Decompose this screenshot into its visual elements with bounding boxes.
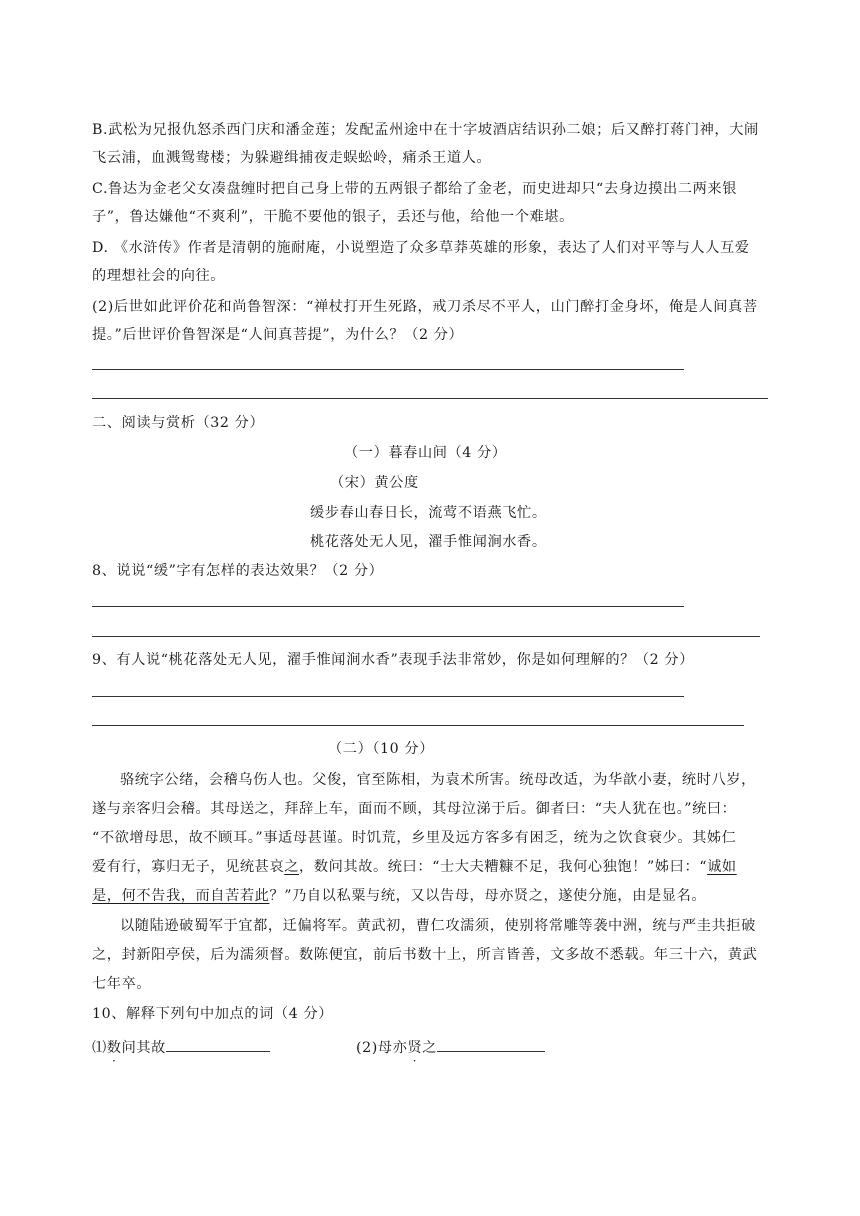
underlined-sentence: 是，何不告我，而自苦若此 — [92, 888, 270, 904]
question-7-2-line1: (2)后世如此评价花和尚鲁智深：“禅杖打开生死路，戒刀杀尽不平人，山门醉打金身坏，俺是人间真菩 — [92, 299, 758, 315]
passage-p2-line1: 以随陆逊破蜀军于宜都，迁偏将军。黄武初，曹仁攻濡须，使别将常雕等袭中洲，统与严圭共拒破 — [120, 918, 756, 934]
poem-title: （一）暮春山间（4 分） — [344, 445, 507, 461]
answer-line[interactable] — [92, 636, 760, 637]
passage-text: ，数问其故。统曰：“士大夫糟糠不足，我何心独饱！”姊曰：“ — [299, 859, 708, 875]
passage-p1-line1: 骆统字公绪，会稽乌伤人也。父俊，官至陈相，为袁术所害。统母改适，为华歆小妻，统时八岁， — [120, 772, 756, 788]
passage-p1-line3: “不欲增母思，故不顾耳。”事适母甚谨。时饥荒，乡里及远方客多有困乏，统为之饮食衰少。其姊仁 — [92, 830, 737, 846]
passage-text: 爱有行，寡归无子，见统甚哀 — [92, 859, 285, 875]
option-b-line2: 飞云浦，血溅鸳鸯楼；为躲避缉捕夜走蜈蚣岭，痛杀王道人。 — [92, 150, 492, 166]
answer-line[interactable] — [92, 696, 684, 697]
answer-line[interactable] — [92, 606, 684, 607]
passage-p2-line3: 七年卒。 — [92, 976, 152, 992]
question-10-item-1 — [92, 1035, 270, 1058]
question-8: 8、说说“缓”字有怎样的表达效果？（2 分） — [92, 563, 384, 579]
answer-line[interactable] — [92, 725, 744, 726]
answer-line[interactable] — [92, 369, 684, 370]
passage-title: （二）（10 分） — [328, 741, 434, 757]
option-c-line2: 子”，鲁达嫌他“不爽利”，干脆不要他的银子，丢还与他，给他一个难堪。 — [92, 209, 574, 225]
question-10-item-2 — [356, 1035, 545, 1058]
question-9: 9、有人说“桃花落处无人见，濯手惟闻涧水香”表现手法非常妙，你是如何理解的？（2 分） — [92, 652, 694, 668]
dotted-word: 贤 — [407, 1040, 423, 1056]
item-text: 之 — [422, 1040, 438, 1056]
passage-text: ？”乃自以私粟与统，又以告母，母亦贤之，遂使分施，由是显名。 — [269, 888, 707, 904]
answer-line[interactable] — [92, 398, 768, 399]
passage-p2-line2: 之，封新阳亭侯，后为濡须督。数陈便宜，前后书数十上，所言皆善，文多故不悉载。年三十六，黄武 — [92, 947, 758, 963]
underlined-word: 之 — [284, 859, 300, 875]
option-d-line2: 的理想社会的向往。 — [92, 268, 226, 284]
dotted-word: 数 — [106, 1040, 122, 1056]
poem-line-1: 缓步春山春日长，流莺不语燕飞忙。 — [310, 505, 547, 521]
passage-p1-line5 — [92, 886, 706, 906]
option-c-line1: C.鲁达为金老父女凑盘缠时把自己身上带的五两银子都给了金老，而史进却只“去身边摸出二两来银 — [92, 181, 737, 197]
passage-p1-line2: 遂与亲客归会稽。其母送之，拜辞上车，面而不顾，其母泣涕于后。御者曰：“夫人犹在也。”统曰： — [92, 801, 737, 817]
question-10: 10、解释下列句中加点的词（4 分） — [92, 1006, 334, 1022]
passage-p1-line4 — [92, 857, 737, 877]
item-text: 问其故 — [121, 1040, 166, 1056]
option-b-line1: B.武松为兄报仇怒杀西门庆和潘金莲；发配孟州途中在十字坡酒店结识孙二娘；后又醉打蒋门神，大闹 — [92, 122, 759, 138]
option-d-line1: D. 《水浒传》作者是清朝的施耐庵，小说塑造了众多草莽英雄的形象，表达了人们对平等与人人互爱 — [92, 240, 750, 256]
answer-blank[interactable] — [166, 1035, 270, 1052]
poem-author: （宋）黄公度 — [330, 475, 419, 491]
item-number: ⑴ — [92, 1040, 107, 1056]
section-heading: 二、阅读与赏析（32 分） — [92, 415, 265, 431]
item-number: (2)母亦 — [356, 1040, 408, 1056]
underlined-sentence: 诚如 — [707, 859, 737, 875]
answer-blank[interactable] — [437, 1035, 545, 1052]
poem-line-2: 桃花落处无人见，濯手惟闻涧水香。 — [310, 534, 547, 550]
question-7-2-line2: 提。”后世评价鲁智深是“人间真菩提”，为什么？（2 分） — [92, 327, 464, 343]
